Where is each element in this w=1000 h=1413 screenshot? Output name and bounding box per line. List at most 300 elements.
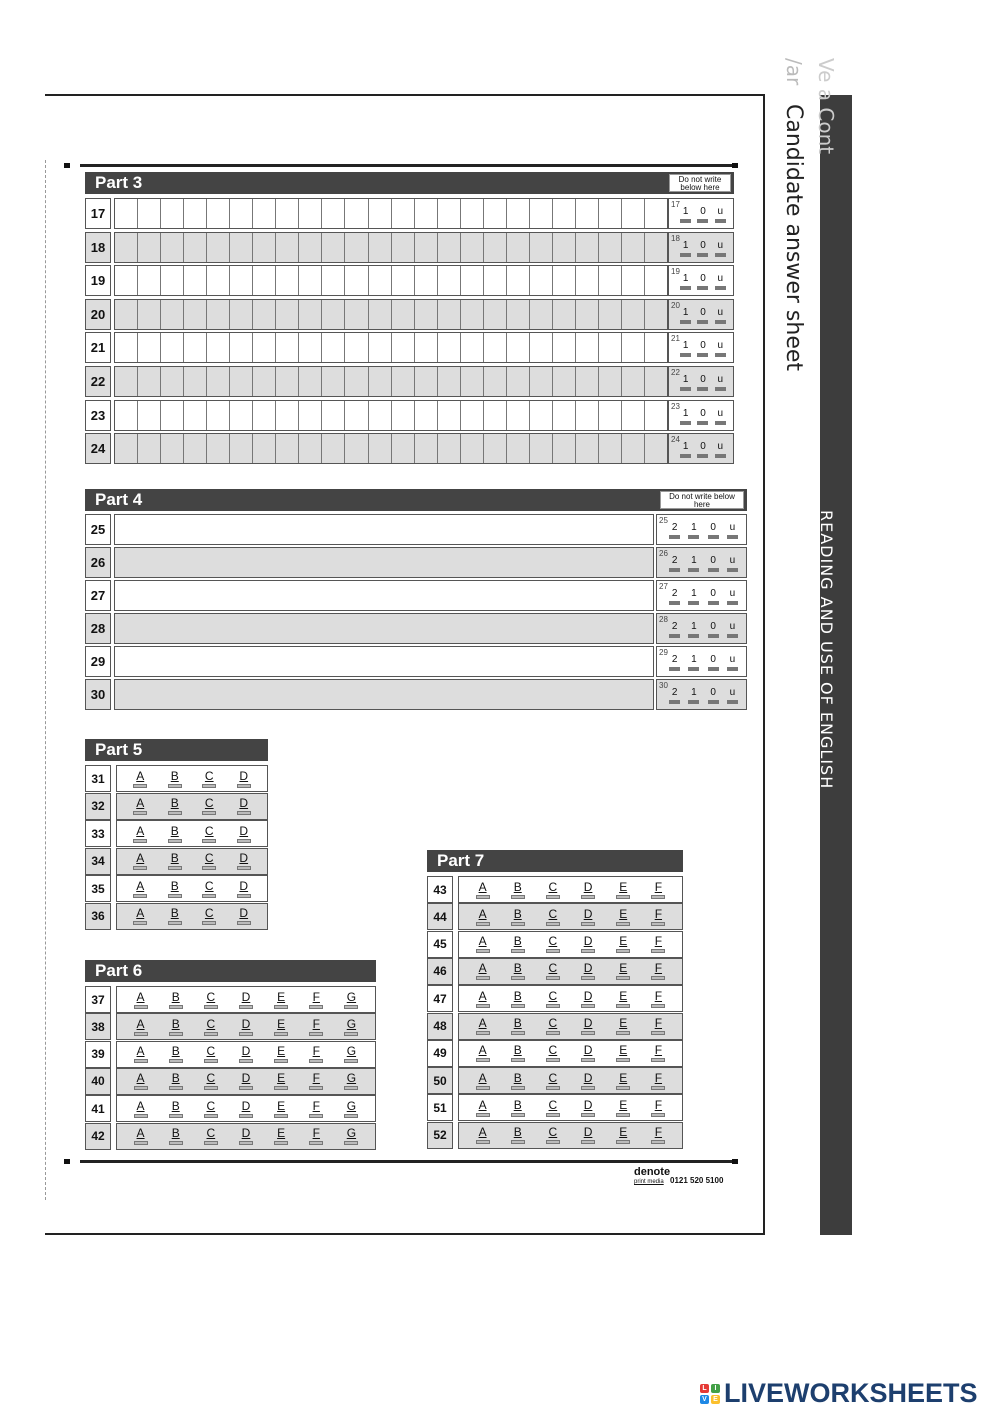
letter-cell[interactable] xyxy=(645,367,667,396)
choice-option[interactable] xyxy=(204,991,218,1009)
choice-option[interactable] xyxy=(476,908,490,926)
letter-cell[interactable] xyxy=(230,401,253,430)
letter-cells[interactable] xyxy=(114,433,668,464)
letter-cell[interactable] xyxy=(369,199,392,228)
choice-bubble[interactable] xyxy=(169,1005,183,1009)
choice-option[interactable] xyxy=(344,1045,358,1063)
letter-cell[interactable] xyxy=(530,233,553,262)
mark-option-bubble[interactable] xyxy=(727,634,738,638)
letter-cell[interactable] xyxy=(345,266,368,295)
choice-option[interactable] xyxy=(616,990,630,1008)
choice-bubble[interactable] xyxy=(134,1141,148,1145)
choice-option[interactable] xyxy=(274,1018,288,1036)
choice-option[interactable] xyxy=(476,962,490,980)
choice-bubble[interactable] xyxy=(616,976,630,980)
mark-option[interactable] xyxy=(697,206,708,223)
choice-option[interactable] xyxy=(581,1017,595,1035)
mark-option-bubble[interactable] xyxy=(680,253,691,257)
choice-bubble[interactable] xyxy=(344,1114,358,1118)
letter-cell[interactable] xyxy=(184,367,207,396)
choice-bubble[interactable] xyxy=(202,921,216,925)
letter-cell[interactable] xyxy=(415,233,438,262)
choice-bubble[interactable] xyxy=(134,1086,148,1090)
choice-option[interactable] xyxy=(651,1126,665,1144)
choice-bubble[interactable] xyxy=(202,894,216,898)
letter-cell[interactable] xyxy=(253,333,276,362)
choice-bubble[interactable] xyxy=(133,921,147,925)
choice-bubble[interactable] xyxy=(511,1058,525,1062)
letter-cell[interactable] xyxy=(622,401,645,430)
mark-option-bubble[interactable] xyxy=(697,286,708,290)
letter-cell[interactable] xyxy=(507,434,530,463)
choice-bubble[interactable] xyxy=(168,811,182,815)
letter-cell[interactable] xyxy=(530,401,553,430)
choice-option[interactable] xyxy=(476,1126,490,1144)
choice-option[interactable] xyxy=(202,797,216,815)
choice-bubble[interactable] xyxy=(581,1140,595,1144)
letter-cell[interactable] xyxy=(553,300,576,329)
answer-field[interactable] xyxy=(114,646,654,677)
mark-option-bubble[interactable] xyxy=(680,387,691,391)
mark-option-bubble[interactable] xyxy=(680,286,691,290)
letter-cell[interactable] xyxy=(553,333,576,362)
mark-option-bubble[interactable] xyxy=(688,568,699,572)
letter-cell[interactable] xyxy=(415,199,438,228)
choice-bubble[interactable] xyxy=(581,1004,595,1008)
choice-bubble[interactable] xyxy=(239,1032,253,1036)
letter-cell[interactable] xyxy=(138,300,161,329)
letter-cell[interactable] xyxy=(138,401,161,430)
liveworksheets-logo[interactable] xyxy=(700,1378,978,1409)
letter-cell[interactable] xyxy=(599,367,622,396)
choice-bubble[interactable] xyxy=(344,1086,358,1090)
mark-option[interactable] xyxy=(680,240,691,257)
choice-option[interactable] xyxy=(651,1099,665,1117)
choice-option[interactable] xyxy=(133,770,147,788)
letter-cell[interactable] xyxy=(392,333,415,362)
choice-option[interactable] xyxy=(651,1017,665,1035)
choice-option[interactable] xyxy=(344,1100,358,1118)
mark-option[interactable] xyxy=(715,441,726,458)
letter-cells[interactable] xyxy=(114,332,668,363)
letter-cell[interactable] xyxy=(576,367,599,396)
letter-cell[interactable] xyxy=(553,401,576,430)
mark-option-bubble[interactable] xyxy=(680,320,691,324)
choice-option[interactable] xyxy=(274,1072,288,1090)
letter-cell[interactable] xyxy=(207,401,230,430)
letter-cell[interactable] xyxy=(530,266,553,295)
choice-bubble[interactable] xyxy=(651,922,665,926)
choice-bubble[interactable] xyxy=(274,1141,288,1145)
mark-option[interactable] xyxy=(680,374,691,391)
choice-option[interactable] xyxy=(546,1126,560,1144)
choice-bubble[interactable] xyxy=(616,1004,630,1008)
choice-option[interactable] xyxy=(237,880,251,898)
mark-option-bubble[interactable] xyxy=(688,535,699,539)
letter-cell[interactable] xyxy=(438,401,461,430)
letter-cell[interactable] xyxy=(115,401,138,430)
choice-option[interactable] xyxy=(237,852,251,870)
mark-option-bubble[interactable] xyxy=(727,535,738,539)
letter-cell[interactable] xyxy=(484,333,507,362)
letter-cell[interactable] xyxy=(576,199,599,228)
choice-bubble[interactable] xyxy=(511,922,525,926)
choice-bubble[interactable] xyxy=(309,1032,323,1036)
letter-cell[interactable] xyxy=(138,333,161,362)
letter-cell[interactable] xyxy=(184,199,207,228)
mark-option[interactable] xyxy=(727,654,738,671)
choice-option[interactable] xyxy=(546,935,560,953)
letter-cell[interactable] xyxy=(461,434,484,463)
mark-option[interactable] xyxy=(715,340,726,357)
choice-option[interactable] xyxy=(133,880,147,898)
choice-option[interactable] xyxy=(344,1127,358,1145)
mark-option[interactable] xyxy=(688,588,699,605)
choice-bubble[interactable] xyxy=(237,866,251,870)
letter-cell[interactable] xyxy=(345,199,368,228)
letter-cell[interactable] xyxy=(484,367,507,396)
choice-bubble[interactable] xyxy=(476,976,490,980)
mark-option-bubble[interactable] xyxy=(708,667,719,671)
choice-option[interactable] xyxy=(237,907,251,925)
choice-option[interactable] xyxy=(239,1018,253,1036)
letter-cell[interactable] xyxy=(322,266,345,295)
mark-option[interactable] xyxy=(688,621,699,638)
choice-bubble[interactable] xyxy=(344,1005,358,1009)
letter-cell[interactable] xyxy=(369,266,392,295)
choice-option[interactable] xyxy=(134,1018,148,1036)
choice-bubble[interactable] xyxy=(651,949,665,953)
letter-cell[interactable] xyxy=(322,367,345,396)
choice-bubble[interactable] xyxy=(581,949,595,953)
choice-bubble[interactable] xyxy=(169,1059,183,1063)
mark-option[interactable] xyxy=(680,273,691,290)
mark-option[interactable] xyxy=(669,621,680,638)
mark-option[interactable] xyxy=(697,374,708,391)
letter-cell[interactable] xyxy=(161,367,184,396)
choice-option[interactable] xyxy=(651,1044,665,1062)
letter-cell[interactable] xyxy=(253,266,276,295)
choice-option[interactable] xyxy=(511,1099,525,1117)
letter-cell[interactable] xyxy=(576,266,599,295)
choice-bubble[interactable] xyxy=(581,895,595,899)
choice-option[interactable] xyxy=(476,881,490,899)
choice-bubble[interactable] xyxy=(239,1086,253,1090)
choice-option[interactable] xyxy=(344,1072,358,1090)
letter-cell[interactable] xyxy=(230,233,253,262)
choice-bubble[interactable] xyxy=(616,1140,630,1144)
choice-option[interactable] xyxy=(651,990,665,1008)
choice-bubble[interactable] xyxy=(546,1086,560,1090)
letter-cell[interactable] xyxy=(553,199,576,228)
choice-bubble[interactable] xyxy=(274,1005,288,1009)
letter-cell[interactable] xyxy=(161,233,184,262)
letter-cell[interactable] xyxy=(253,199,276,228)
letter-cell[interactable] xyxy=(138,266,161,295)
choice-bubble[interactable] xyxy=(168,866,182,870)
choice-option[interactable] xyxy=(309,1045,323,1063)
choice-option[interactable] xyxy=(134,1045,148,1063)
letter-cell[interactable] xyxy=(484,300,507,329)
choice-option[interactable] xyxy=(239,1072,253,1090)
choice-option[interactable] xyxy=(546,1099,560,1117)
mark-option-bubble[interactable] xyxy=(680,454,691,458)
mark-option[interactable] xyxy=(688,555,699,572)
choice-option[interactable] xyxy=(274,1045,288,1063)
choice-bubble[interactable] xyxy=(651,895,665,899)
letter-cell[interactable] xyxy=(622,333,645,362)
choice-bubble[interactable] xyxy=(239,1005,253,1009)
choice-bubble[interactable] xyxy=(651,1004,665,1008)
choice-bubble[interactable] xyxy=(476,895,490,899)
letter-cell[interactable] xyxy=(276,233,299,262)
answer-field[interactable] xyxy=(114,613,654,644)
mark-option[interactable] xyxy=(727,588,738,605)
choice-option[interactable] xyxy=(202,852,216,870)
mark-option-bubble[interactable] xyxy=(669,568,680,572)
choice-bubble[interactable] xyxy=(546,976,560,980)
choice-option[interactable] xyxy=(134,991,148,1009)
mark-option[interactable] xyxy=(680,441,691,458)
letter-cell[interactable] xyxy=(345,401,368,430)
choice-option[interactable] xyxy=(237,770,251,788)
letter-cell[interactable] xyxy=(299,199,322,228)
choice-option[interactable] xyxy=(651,881,665,899)
letter-cell[interactable] xyxy=(507,367,530,396)
letter-cell[interactable] xyxy=(115,266,138,295)
mark-option-bubble[interactable] xyxy=(669,535,680,539)
choice-bubble[interactable] xyxy=(344,1059,358,1063)
letter-cell[interactable] xyxy=(553,233,576,262)
choice-bubble[interactable] xyxy=(133,866,147,870)
choice-bubble[interactable] xyxy=(134,1032,148,1036)
choice-option[interactable] xyxy=(134,1127,148,1145)
letter-cell[interactable] xyxy=(322,199,345,228)
letter-cell[interactable] xyxy=(253,434,276,463)
letter-cell[interactable] xyxy=(484,266,507,295)
mark-option-bubble[interactable] xyxy=(715,454,726,458)
letter-cell[interactable] xyxy=(530,199,553,228)
letter-cell[interactable] xyxy=(576,300,599,329)
choice-option[interactable] xyxy=(511,881,525,899)
choice-option[interactable] xyxy=(237,825,251,843)
choice-bubble[interactable] xyxy=(169,1086,183,1090)
mark-option[interactable] xyxy=(669,522,680,539)
choice-option[interactable] xyxy=(133,797,147,815)
letter-cell[interactable] xyxy=(115,333,138,362)
mark-option-bubble[interactable] xyxy=(688,667,699,671)
mark-option-bubble[interactable] xyxy=(727,568,738,572)
choice-option[interactable] xyxy=(202,770,216,788)
choice-bubble[interactable] xyxy=(237,784,251,788)
letter-cell[interactable] xyxy=(438,199,461,228)
choice-bubble[interactable] xyxy=(133,811,147,815)
letter-cell[interactable] xyxy=(461,367,484,396)
mark-option-bubble[interactable] xyxy=(697,219,708,223)
letter-cell[interactable] xyxy=(645,266,667,295)
letter-cell[interactable] xyxy=(461,266,484,295)
letter-cell[interactable] xyxy=(207,233,230,262)
choice-bubble[interactable] xyxy=(546,1058,560,1062)
choice-option[interactable] xyxy=(546,1044,560,1062)
choice-option[interactable] xyxy=(616,881,630,899)
choice-bubble[interactable] xyxy=(168,894,182,898)
mark-option-bubble[interactable] xyxy=(708,535,719,539)
mark-option[interactable] xyxy=(727,522,738,539)
letter-cell[interactable] xyxy=(415,434,438,463)
letter-cell[interactable] xyxy=(599,401,622,430)
ghost-link[interactable]: Ve a Cont xyxy=(814,58,838,155)
choice-option[interactable] xyxy=(309,991,323,1009)
mark-option[interactable] xyxy=(715,307,726,324)
letter-cell[interactable] xyxy=(369,233,392,262)
mark-option-bubble[interactable] xyxy=(727,700,738,704)
choice-bubble[interactable] xyxy=(237,839,251,843)
letter-cell[interactable] xyxy=(645,233,667,262)
letter-cell[interactable] xyxy=(622,367,645,396)
choice-option[interactable] xyxy=(169,1072,183,1090)
letter-cell[interactable] xyxy=(622,266,645,295)
letter-cell[interactable] xyxy=(276,434,299,463)
letter-cell[interactable] xyxy=(369,434,392,463)
mark-option[interactable] xyxy=(669,588,680,605)
choice-bubble[interactable] xyxy=(239,1141,253,1145)
choice-option[interactable] xyxy=(309,1018,323,1036)
letter-cell[interactable] xyxy=(553,266,576,295)
choice-option[interactable] xyxy=(133,907,147,925)
letter-cell[interactable] xyxy=(161,266,184,295)
choice-option[interactable] xyxy=(309,1072,323,1090)
choice-bubble[interactable] xyxy=(511,1140,525,1144)
letter-cell[interactable] xyxy=(530,434,553,463)
choice-bubble[interactable] xyxy=(476,1113,490,1117)
choice-bubble[interactable] xyxy=(546,922,560,926)
choice-bubble[interactable] xyxy=(476,1140,490,1144)
letter-cell[interactable] xyxy=(645,300,667,329)
letter-cell[interactable] xyxy=(599,266,622,295)
mark-option-bubble[interactable] xyxy=(715,320,726,324)
choice-bubble[interactable] xyxy=(651,1140,665,1144)
mark-option-bubble[interactable] xyxy=(697,353,708,357)
choice-bubble[interactable] xyxy=(133,784,147,788)
choice-option[interactable] xyxy=(169,1045,183,1063)
letter-cell[interactable] xyxy=(184,401,207,430)
mark-option-bubble[interactable] xyxy=(715,253,726,257)
letter-cell[interactable] xyxy=(622,199,645,228)
letter-cell[interactable] xyxy=(507,300,530,329)
choice-option[interactable] xyxy=(616,1072,630,1090)
choice-option[interactable] xyxy=(169,1100,183,1118)
choice-bubble[interactable] xyxy=(274,1114,288,1118)
choice-option[interactable] xyxy=(204,1072,218,1090)
letter-cell[interactable] xyxy=(345,233,368,262)
choice-option[interactable] xyxy=(239,1127,253,1145)
letter-cell[interactable] xyxy=(530,367,553,396)
choice-bubble[interactable] xyxy=(616,922,630,926)
letter-cell[interactable] xyxy=(115,367,138,396)
letter-cell[interactable] xyxy=(392,367,415,396)
letter-cell[interactable] xyxy=(369,333,392,362)
choice-bubble[interactable] xyxy=(546,1004,560,1008)
letter-cell[interactable] xyxy=(253,300,276,329)
choice-bubble[interactable] xyxy=(546,1031,560,1035)
letter-cell[interactable] xyxy=(276,367,299,396)
mark-option-bubble[interactable] xyxy=(697,320,708,324)
letter-cell[interactable] xyxy=(415,401,438,430)
letter-cell[interactable] xyxy=(369,367,392,396)
mark-option-bubble[interactable] xyxy=(727,601,738,605)
mark-option[interactable] xyxy=(680,408,691,425)
mark-option[interactable] xyxy=(715,374,726,391)
letter-cells[interactable] xyxy=(114,232,668,263)
choice-option[interactable] xyxy=(546,1017,560,1035)
letter-cell[interactable] xyxy=(438,233,461,262)
choice-bubble[interactable] xyxy=(204,1114,218,1118)
letter-cell[interactable] xyxy=(161,333,184,362)
letter-cell[interactable] xyxy=(645,199,667,228)
choice-option[interactable] xyxy=(511,1044,525,1062)
choice-option[interactable] xyxy=(546,990,560,1008)
choice-option[interactable] xyxy=(133,825,147,843)
mark-option[interactable] xyxy=(715,206,726,223)
mark-option-bubble[interactable] xyxy=(715,387,726,391)
choice-option[interactable] xyxy=(581,990,595,1008)
mark-option-bubble[interactable] xyxy=(708,700,719,704)
choice-option[interactable] xyxy=(168,770,182,788)
mark-option[interactable] xyxy=(697,273,708,290)
letter-cell[interactable] xyxy=(161,434,184,463)
letter-cell[interactable] xyxy=(253,367,276,396)
choice-bubble[interactable] xyxy=(581,1113,595,1117)
mark-option-bubble[interactable] xyxy=(697,421,708,425)
choice-option[interactable] xyxy=(168,797,182,815)
choice-option[interactable] xyxy=(204,1100,218,1118)
letter-cell[interactable] xyxy=(207,333,230,362)
choice-bubble[interactable] xyxy=(651,1086,665,1090)
choice-option[interactable] xyxy=(168,880,182,898)
choice-option[interactable] xyxy=(651,962,665,980)
choice-bubble[interactable] xyxy=(616,1086,630,1090)
letter-cell[interactable] xyxy=(276,266,299,295)
letter-cell[interactable] xyxy=(230,434,253,463)
letter-cell[interactable] xyxy=(207,367,230,396)
choice-option[interactable] xyxy=(511,935,525,953)
letter-cell[interactable] xyxy=(276,300,299,329)
choice-bubble[interactable] xyxy=(204,1059,218,1063)
choice-bubble[interactable] xyxy=(168,784,182,788)
letter-cell[interactable] xyxy=(599,434,622,463)
choice-bubble[interactable] xyxy=(651,1113,665,1117)
choice-bubble[interactable] xyxy=(133,839,147,843)
choice-option[interactable] xyxy=(511,1017,525,1035)
letter-cell[interactable] xyxy=(507,401,530,430)
choice-bubble[interactable] xyxy=(581,1058,595,1062)
mark-option[interactable] xyxy=(688,687,699,704)
letter-cell[interactable] xyxy=(161,300,184,329)
letter-cells[interactable] xyxy=(114,198,668,229)
letter-cell[interactable] xyxy=(622,434,645,463)
choice-bubble[interactable] xyxy=(169,1032,183,1036)
choice-option[interactable] xyxy=(204,1127,218,1145)
choice-option[interactable] xyxy=(581,881,595,899)
choice-option[interactable] xyxy=(581,908,595,926)
letter-cell[interactable] xyxy=(392,233,415,262)
choice-bubble[interactable] xyxy=(274,1032,288,1036)
choice-bubble[interactable] xyxy=(546,1140,560,1144)
mark-option-bubble[interactable] xyxy=(708,568,719,572)
choice-option[interactable] xyxy=(169,991,183,1009)
letter-cell[interactable] xyxy=(322,333,345,362)
